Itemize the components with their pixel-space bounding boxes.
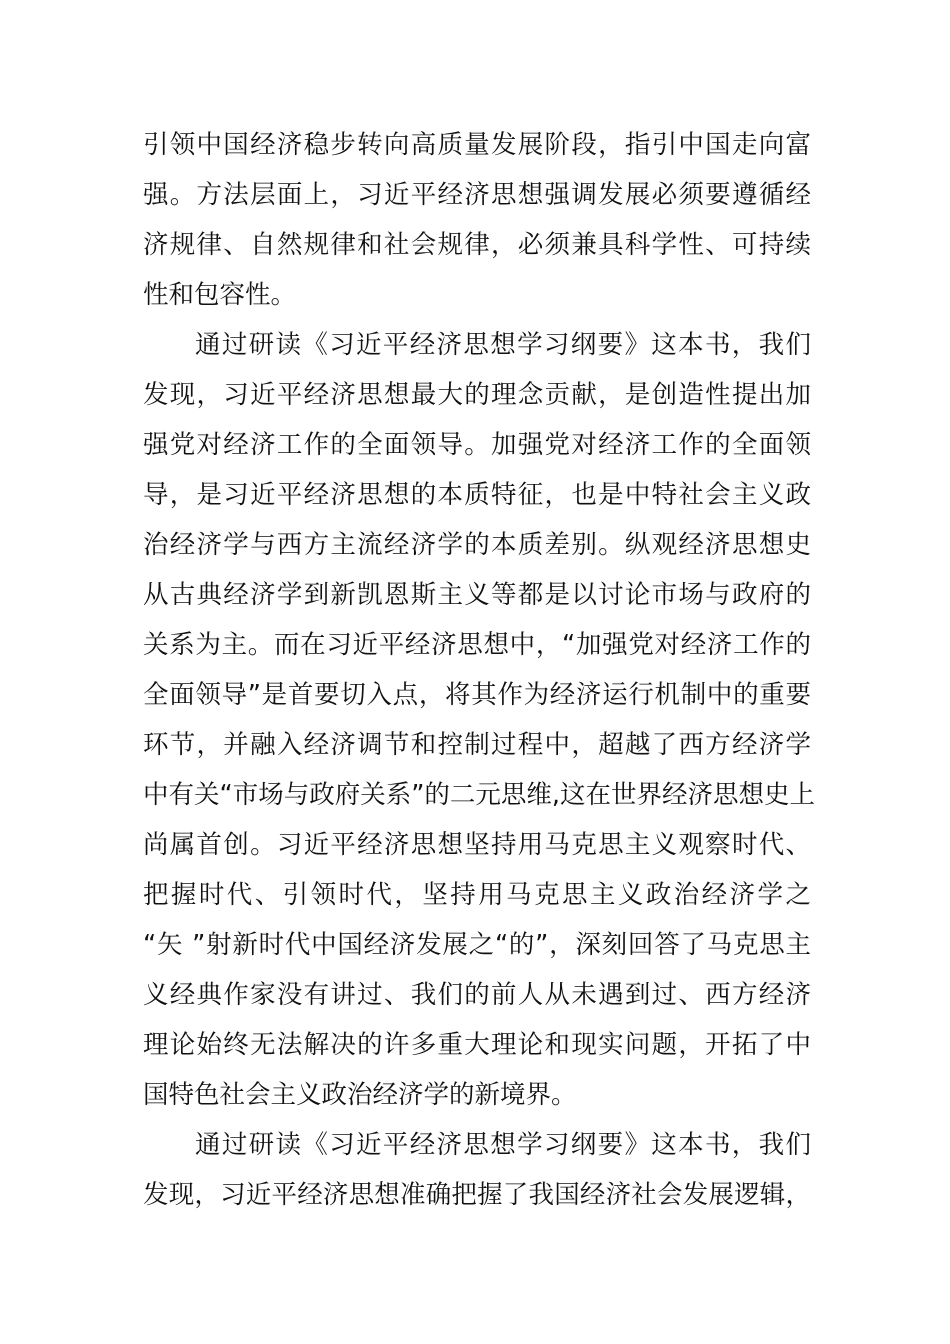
- paragraph-start-line: 通过研读《习近平经济思想学习纲要》这本书，我们: [195, 330, 811, 360]
- paragraph-start-line: 通过研读《习近平经济思想学习纲要》这本书，我们: [195, 1130, 811, 1160]
- text-line: 尚属首创。习近平经济思想坚持用马克思主义观察时代、: [143, 830, 811, 860]
- text-line: 从古典经济学到新凯恩斯主义等都是以讨论市场与政府的: [143, 580, 811, 610]
- text-line: 理论始终无法解决的许多重大理论和现实问题，开拓了中: [143, 1030, 811, 1060]
- text-line: 把握时代、引领时代，坚持用马克思主义政治经济学之: [143, 880, 811, 910]
- text-line: 国特色社会主义政治经济学的新境界。: [143, 1080, 577, 1110]
- text-line: 中有关“市场与政府关系”的二元思维,这在世界经济思想史上: [143, 780, 816, 810]
- text-line: 义经典作家没有讲过、我们的前人从未遇到过、西方经济: [143, 980, 811, 1010]
- text-line: 全面领导”是首要切入点，将其作为经济运行机制中的重要: [143, 680, 811, 710]
- text-line: “矢 ”射新时代中国经济发展之“的”，深刻回答了马克思主: [143, 930, 811, 960]
- text-line: 强。方法层面上，习近平经济思想强调发展必须要遵循经: [143, 180, 811, 210]
- body-text: [143, 120, 816, 1220]
- text-line: 济规律、自然规律和社会规律，必须兼具科学性、可持续: [143, 230, 811, 260]
- text-line: 引领中国经济稳步转向高质量发展阶段，指引中国走向富: [143, 130, 811, 160]
- text-line: 环节，并融入经济调节和控制过程中，超越了西方经济学: [143, 730, 811, 760]
- text-line: 关系为主。而在习近平经济思想中，“加强党对经济工作的: [143, 630, 811, 660]
- text-line: 性和包容性。: [143, 280, 297, 310]
- text-line: 发现，习近平经济思想最大的理念贡献，是创造性提出加: [143, 380, 811, 410]
- text-line: 发现，习近平经济思想准确把握了我国经济社会发展逻辑，: [143, 1180, 811, 1210]
- text-line: 强党对经济工作的全面领导。加强党对经济工作的全面领: [143, 430, 811, 460]
- text-line: 治经济学与西方主流经济学的本质差别。纵观经济思想史: [143, 530, 811, 560]
- text-line: 导，是习近平经济思想的本质特征，也是中特社会主义政: [143, 480, 811, 510]
